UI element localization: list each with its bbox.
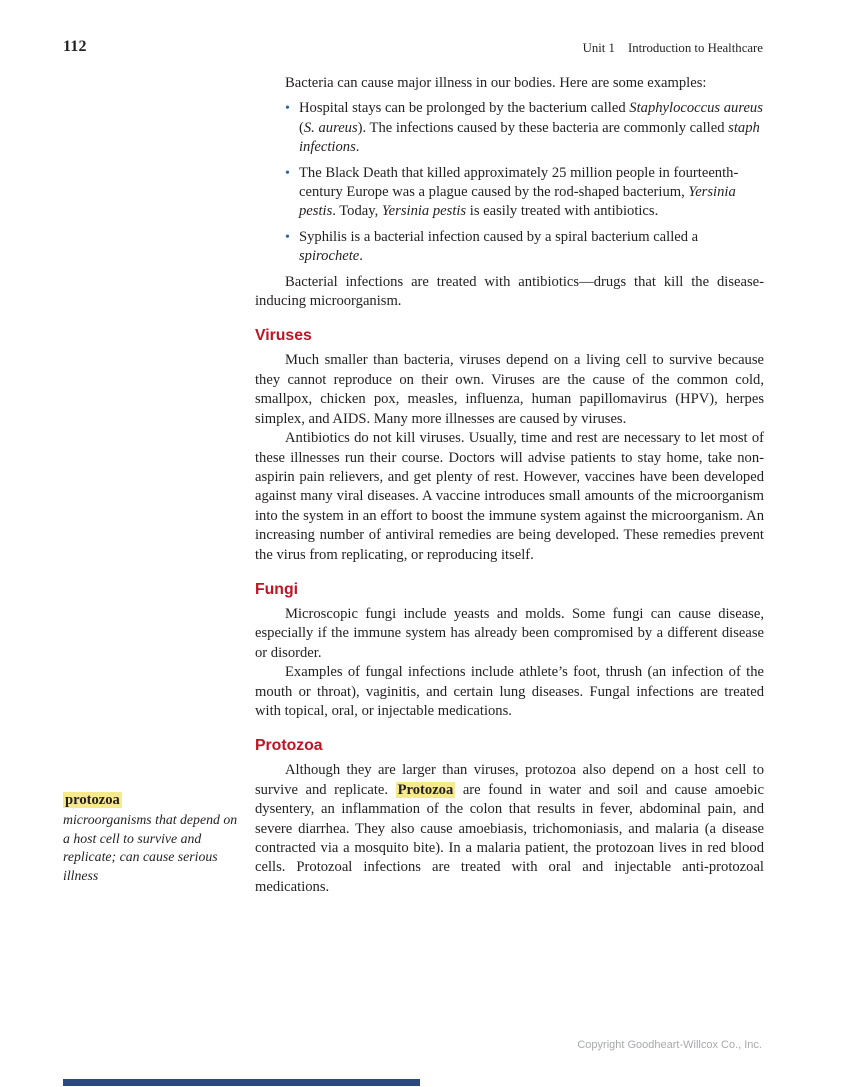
margin-definition-note <box>63 791 241 886</box>
unit-title: Introduction to Healthcare <box>627 41 763 55</box>
text-segment: Yersinia pestis <box>299 184 736 220</box>
text-segment: are found in water and soil and cause amoebic dysentery, an inflammation of the colon that results in fever, abdominal pain, and severe diarrhea. They also cause amoebiasis, trichomoniasis, and malaria (a disease contracted via a mosquito bite). In a malaria patient, the protozoan lives in red blood cells. Protozoal infections are treated with oral and injectable anti-protozoal medications. <box>255 781 765 895</box>
section-heading-viruses: Viruses <box>255 327 312 345</box>
bullet-icon: • <box>285 229 290 245</box>
text-segment: . <box>355 139 360 156</box>
list-item <box>255 164 764 222</box>
bullet-icon: • <box>285 101 290 117</box>
text-segment: is easily treated with antibiotics. <box>466 203 659 220</box>
list-item-text <box>299 229 698 264</box>
paragraph: Antibiotics do not kill viruses. Usually, time and rest are necessary to let most of these illnesses run their course. Doctors will advise patients to stay home, take non-aspirin pain relievers, and get plenty of rest. However, vaccines have been developed against many viral diseases. A vaccine introduces small amounts of the microorganism into the system in an effort to boost the immune system against the microorganism. An increasing number of antiviral remedies are being developed. These remedies prevent the virus from replicating, or reproducing itself. <box>255 430 764 563</box>
text-segment: Hospital stays can be prolonged by the bacterium called <box>299 100 630 117</box>
text-segment: ( <box>299 119 304 136</box>
section-viruses <box>255 326 764 564</box>
bacteria-examples-list <box>255 99 764 266</box>
paragraph: Much smaller than bacteria, viruses depend on a living cell to survive because they cannot reproduce on their own. Viruses are the cause of the common cold, smallpox, chicken pox, measles, influenza, human papillomavirus (HPV), herpes simplex, and AIDS. Many more illnesses are caused by viruses. <box>255 352 764 427</box>
intro-paragraph: Bacteria can cause major illness in our bodies. Here are some examples: <box>285 75 707 91</box>
list-item-text <box>299 165 738 220</box>
page-number: 112 <box>63 38 87 55</box>
text-segment: Syphilis is a bacterial infection caused by a spiral bacterium called a <box>299 228 699 245</box>
section-heading-protozoa: Protozoa <box>255 737 323 755</box>
paragraph: Microscopic fungi include yeasts and molds. Some fungi can cause disease, especially if the immune system has already been compromised by a different disease or disorder. <box>255 605 764 661</box>
running-head <box>583 41 763 56</box>
text-segment: The Black Death that killed approximately 25 million people in fourteenth-century Europe was a plague caused by the rod-shaped bacterium, <box>299 164 739 201</box>
bullet-icon: • <box>285 165 290 181</box>
unit-label: Unit 1 <box>582 41 615 55</box>
text-segment: . <box>359 248 363 265</box>
text-segment: Although they are larger than viruses, protozoa also depend on a host cell to survive and replicate. <box>255 762 764 798</box>
key-term-highlight: protozoa <box>65 792 120 808</box>
text-segment: spirochete <box>299 248 360 265</box>
paragraph <box>255 761 764 897</box>
text-segment: . Today, <box>332 203 382 220</box>
footer-accent-bar <box>63 1079 420 1086</box>
bacteria-closing-paragraph: Bacterial infections are treated with antibiotics—drugs that kill the disease-inducing microorganism. <box>255 273 764 310</box>
text-segment: staph infections <box>299 119 760 156</box>
list-item <box>255 99 764 157</box>
text-segment: ). The infections caused by these bacteria are commonly called <box>357 119 729 136</box>
key-term-definition: microorganisms that depend on a host cell to survive and replicate; can cause serious illness <box>63 811 238 884</box>
list-item-text <box>299 100 763 155</box>
section-heading-fungi: Fungi <box>255 580 298 598</box>
section-fungi <box>255 580 764 721</box>
section-protozoa <box>255 736 764 897</box>
main-text-column <box>255 74 764 897</box>
text-segment: S. aureus <box>303 119 358 136</box>
list-item <box>255 228 764 267</box>
text-segment: Staphylococcus aureus <box>629 100 763 117</box>
paragraph: Examples of fungal infections include athlete’s foot, thrush (an infection of the mouth or throat), vaginitis, and certain lung diseases. Fungal infections are treated with topical, oral, or injectable medications. <box>255 664 764 719</box>
text-segment: Protozoa <box>397 781 454 798</box>
text-segment: Yersinia pestis <box>381 203 467 220</box>
copyright-notice: Copyright Goodheart-Willcox Co., Inc. <box>577 1039 762 1051</box>
